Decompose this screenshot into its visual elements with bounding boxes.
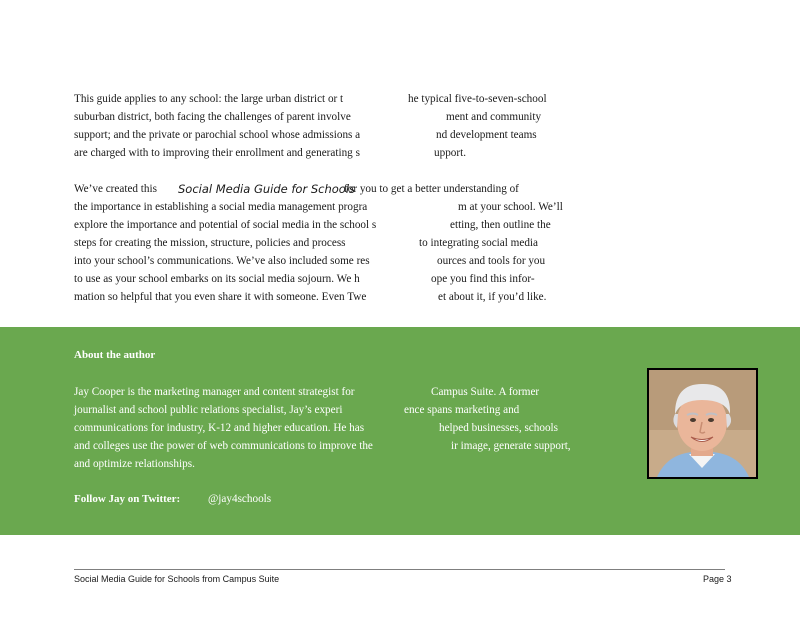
purpose-line: explore the importance and potential of social media in the school s etting, then outline the xyxy=(74,219,551,231)
about-author-heading: About the author xyxy=(74,349,156,361)
author-bio xyxy=(74,383,634,473)
about-author-section xyxy=(0,327,800,535)
bio-line: and colleges use the power of web communications to improve the ir image, generate support, xyxy=(74,440,571,452)
purpose-line: into your school’s communications. We’ve also included some res ources and tools for you xyxy=(74,255,546,267)
bio-line: Jay Cooper is the marketing manager and content strategist for Campus Suite. A former xyxy=(74,386,540,398)
purpose-line: the importance in establishing a social media management progra m at your school. We’ll xyxy=(74,201,563,213)
author-photo xyxy=(649,370,756,477)
follow-twitter-label: Follow Jay on Twitter: xyxy=(74,493,181,505)
guide-title: Social Media Guide for Schools xyxy=(178,182,356,196)
intro-line: This guide applies to any school: the large urban district or t he typical five-to-seven-school xyxy=(74,93,547,105)
intro-line: are charged with to improving their enrollment and generating s upport. xyxy=(74,147,467,159)
purpose-line: steps for creating the mission, structure, policies and process to integrating social media xyxy=(74,237,538,249)
intro-line: suburban district, both facing the challenges of parent involve ment and community xyxy=(74,111,542,123)
bio-line: and optimize relationships. xyxy=(74,458,195,470)
footer-divider xyxy=(74,569,725,570)
footer-document-title: Social Media Guide for Schools from Campus Suite xyxy=(74,574,280,584)
twitter-handle-link[interactable]: @jay4schools xyxy=(208,493,272,505)
footer-page-number: Page 3 xyxy=(703,574,732,584)
purpose-line: We’ve created this Social Media Guide for Schools for you to get a better understanding of xyxy=(74,182,519,196)
purpose-paragraph xyxy=(74,180,574,306)
purpose-line: mation so helpful that you even share it with someone. Even Twe et about it, if you’d like. xyxy=(74,291,547,303)
intro-paragraph xyxy=(74,90,574,162)
intro-line: support; and the private or parochial school whose admissions a nd development teams xyxy=(74,129,537,141)
purpose-line: to use as your school embarks on its social media sojourn. We h ope you find this infor- xyxy=(74,273,535,285)
bio-line: communications for industry, K-12 and higher education. He has helped businesses, schools xyxy=(74,422,559,434)
bio-line: journalist and school public relations specialist, Jay’s experi ence spans marketing and xyxy=(74,404,520,416)
author-photo-frame xyxy=(647,368,758,479)
